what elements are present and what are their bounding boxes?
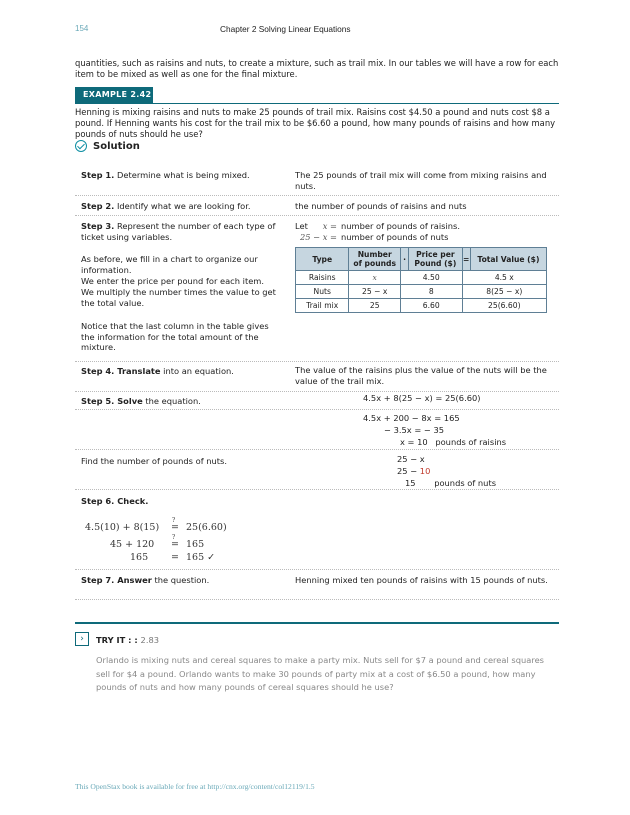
step-2-label: Step 2. Identify what we are looking for.	[81, 201, 251, 211]
table-cell: 6.60	[400, 299, 462, 313]
step-4-detail: The value of the raisins plus the value of the nuts will be the value of the trail mix.	[295, 365, 547, 386]
step-1-row	[75, 166, 559, 196]
example-label: EXAMPLE 2.42	[75, 87, 153, 103]
step-1-detail: The 25 pounds of trail mix will come from mixing raisins and nuts.	[295, 170, 547, 191]
intro-paragraph: quantities, such as raisins and nuts, to create a mixture, such as trail mix. In our tables we will have a row for each item to be mixed as well as one for the final mixture.	[75, 58, 559, 79]
step-4-row	[75, 362, 559, 392]
table-cell: 8	[400, 285, 462, 299]
table-cell: 25(6.60)	[462, 299, 546, 313]
mixture-table-wrap	[295, 247, 547, 313]
table-cell: x	[349, 271, 400, 285]
find-nuts-row	[75, 450, 559, 490]
check-line-3-equals: =	[171, 552, 179, 563]
step-1-label: Step 1. Determine what is being mixed.	[81, 170, 250, 180]
step-6-row	[75, 490, 559, 570]
step-3-notice: Notice that the last column in the table gives the information for the total amount of the mixture.	[81, 321, 269, 352]
try-it-text: Orlando is mixing nuts and cereal squares to make a party mix. Nuts sell for $7 a pound and cereal squares sell for $4 a pound. Orlando wants to make 30 pounds of party mix at a cost of $6.50 a pound, how many pounds of nuts and how many pounds of cereal squares should he use?	[96, 655, 545, 692]
table-row	[296, 299, 547, 313]
table-header-row	[296, 248, 547, 271]
step-2-detail: the number of pounds of raisins and nuts	[295, 201, 467, 211]
equation-line-3: − 3.5x = − 35	[384, 425, 445, 435]
page-number: 154	[75, 24, 89, 33]
check-line-3-left: 165	[130, 552, 149, 563]
th-price-per-pound: Price per Pound ($)	[409, 248, 462, 271]
check-line-1-question: ?	[172, 517, 176, 524]
step-3-enter: We enter the price per pound for each item.	[81, 276, 265, 286]
table-cell: 25	[349, 299, 400, 313]
table-cell: 4.5 x	[462, 271, 546, 285]
mixture-table	[295, 247, 547, 313]
th-type: Type	[296, 248, 349, 271]
step-3-row	[75, 216, 559, 362]
check-line-2-left: 45 + 120	[110, 539, 155, 550]
step-6-label: Step 6. Check.	[81, 496, 149, 506]
try-it-rule	[75, 622, 559, 624]
check-line-2-right: 165	[186, 539, 205, 550]
table-cell: 8(25 − x)	[462, 285, 546, 299]
step-3-chart-note: As before, we fill in a chart to organize our information.	[81, 254, 258, 275]
check-line-2-question: ?	[172, 534, 176, 541]
var-25-minus-x: 25 − x =	[299, 232, 337, 242]
check-line-2-equals: =	[171, 539, 179, 550]
example-rule	[75, 103, 559, 104]
step-3-label: Step 3. Represent the number of each type of ticket using variables.	[81, 221, 276, 242]
chapter-title: Chapter 2 Solving Linear Equations	[220, 24, 351, 34]
let-label: Let	[295, 221, 308, 231]
step-5-label: Step 5. Solve the equation.	[81, 396, 201, 406]
step-7-detail: Henning mixed ten pounds of raisins with 15 pounds of nuts.	[295, 575, 548, 585]
solution-label: Solution	[93, 140, 140, 152]
var-x-desc: number of pounds of raisins.	[341, 221, 461, 231]
th-times: ·	[400, 248, 408, 271]
step-7-row	[75, 570, 559, 600]
table-row	[296, 285, 547, 299]
chevron-right-icon[interactable]: ›	[75, 632, 89, 646]
equation-line-4: x = 10 pounds of raisins	[400, 437, 507, 447]
check-line-1-equals: =	[171, 522, 179, 533]
check-circle-icon	[75, 140, 87, 152]
table-row	[296, 271, 547, 285]
equation-line-1: 4.5x + 8(25 − x) = 25(6.60)	[363, 393, 481, 403]
step-5-work-row	[75, 410, 559, 450]
table-cell: Nuts	[296, 285, 349, 299]
equation-line-2: 4.5x + 200 − 8x = 165	[363, 413, 460, 423]
check-line-1-left: 4.5(10) + 8(15)	[85, 522, 160, 533]
variable-definitions	[295, 221, 557, 243]
try-it-title: TRY IT : : 2.83	[96, 635, 160, 645]
step-3-multiply: We multiply the number times the value to get the total value.	[81, 287, 276, 308]
check-line-1-right: 25(6.60)	[186, 522, 227, 533]
solution-heading	[75, 140, 140, 152]
nuts-line-2: 25 − 10	[397, 466, 431, 476]
footer-note: This OpenStax book is available for free at http://cnx.org/content/col12119/1.5	[75, 782, 315, 791]
nuts-line-1: 25 − x	[397, 454, 425, 464]
var-x: x =	[322, 221, 337, 231]
step-4-label: Step 4. Translate into an equation.	[81, 366, 234, 376]
check-line-3-right: 165 ✓	[186, 552, 216, 563]
th-number-of-pounds: Number of pounds	[349, 248, 400, 271]
step-7-label: Step 7. Answer the question.	[81, 575, 210, 585]
example-problem: Henning is mixing raisins and nuts to make 25 pounds of trail mix. Raisins cost $4.50 a pound and nuts cost $8 a pound. If Henning wants his cost for the trail mix to be $6.60 a pound, how many pounds of raisins and how many pounds of nuts should he use?	[75, 107, 556, 139]
table-cell: 25 − x	[349, 285, 400, 299]
th-equals: =	[462, 248, 470, 271]
step-2-row	[75, 196, 559, 216]
table-cell: Trail mix	[296, 299, 349, 313]
find-nuts-label: Find the number of pounds of nuts.	[81, 456, 227, 466]
th-total-value: Total Value ($)	[470, 248, 546, 271]
var-25-minus-x-desc: number of pounds of nuts	[341, 232, 449, 242]
table-cell: Raisins	[296, 271, 349, 285]
nuts-line-3: 15 pounds of nuts	[405, 478, 497, 488]
step-5-row	[75, 392, 559, 410]
table-cell: 4.50	[400, 271, 462, 285]
